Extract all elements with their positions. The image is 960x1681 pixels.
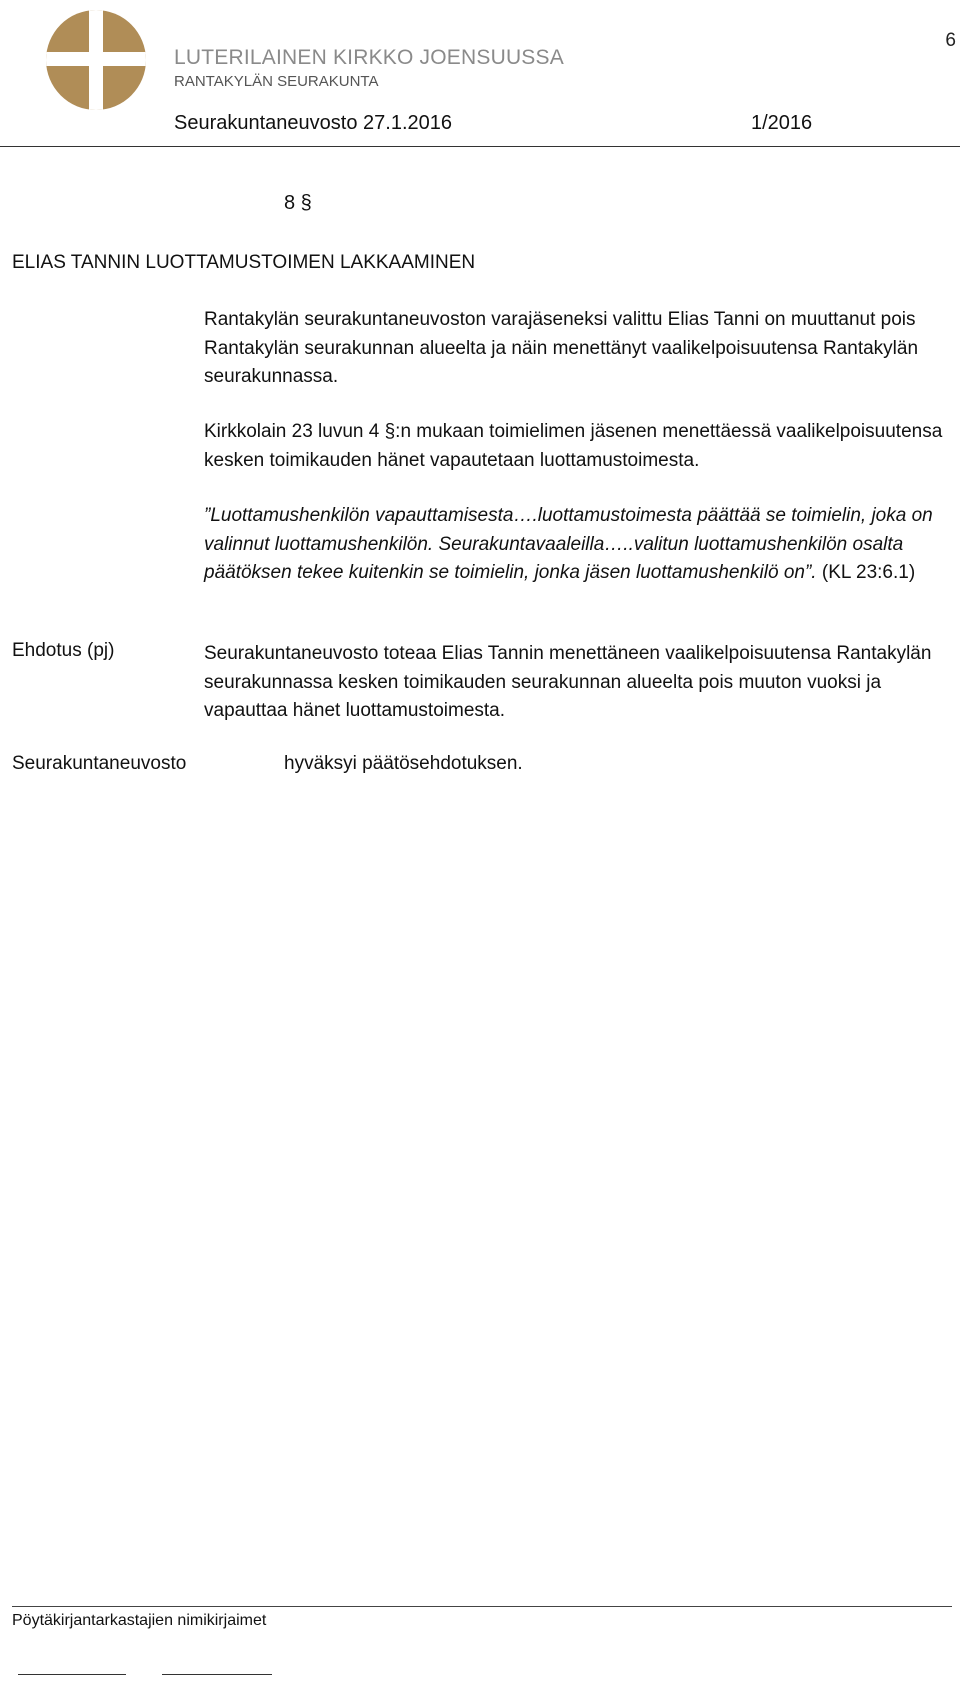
law-quote-text: ”Luottamushenkilön vapauttamisesta….luottamustoimesta päättää se toimielin, joka on valinnut luottamushenkilön. Seurakuntavaaleilla…..valitun luottamushenkilön osalta päätöksen tekee kuitenkin se toimielin, jonka jäsen luottamushenkilö on”.	[204, 505, 933, 583]
matter-title: ELIAS TANNIN LUOTTAMUSTOIMEN LAKKAAMINEN	[12, 252, 476, 273]
cross-emblem-icon	[44, 8, 148, 112]
parish-name: RANTAKYLÄN SEURAKUNTA	[174, 73, 379, 90]
law-quote-reference: (KL 23:6.1)	[816, 562, 916, 583]
header-divider	[0, 146, 960, 147]
footer-initials-label: Pöytäkirjantarkastajien nimikirjaimet	[12, 1612, 267, 1629]
proposal-text: Seurakuntaneuvosto toteaa Elias Tannin menettäneen vaalikelpoisuutensa Rantakylän seurakunnassa kesken toimikauden seurakunnan alueelta pois muuton vuoksi ja vapauttaa hänet luottamustoimesta.	[204, 643, 932, 721]
initials-line-1	[18, 1674, 126, 1675]
meeting-title: Seurakuntaneuvosto 27.1.2016	[174, 112, 452, 134]
proposal-label: Ehdotus (pj)	[12, 640, 115, 661]
footer-divider	[12, 1606, 952, 1607]
section-number: 8 §	[284, 192, 312, 214]
organization-name: LUTERILAINEN KIRKKO JOENSUUSSA	[174, 46, 564, 69]
decision-label: Seurakuntaneuvosto	[12, 753, 187, 774]
decision-text: hyväksyi päätösehdotuksen.	[284, 753, 523, 774]
initials-line-2	[162, 1674, 272, 1675]
meeting-number: 1/2016	[751, 112, 813, 134]
page-number: 6	[945, 30, 956, 51]
law-reference-paragraph: Kirkkolain 23 luvun 4 §:n mukaan toimielimen jäsenen menettäessä vaalikelpoisuutensa kesken toimikauden hänet vapautetaan luottamustoimesta.	[204, 421, 943, 471]
background-paragraph: Rantakylän seurakuntaneuvoston varajäseneksi valittu Elias Tanni on muuttanut pois Rantakylän seurakunnan alueelta ja näin menettänyt vaalikelpoisuutensa Rantakylän seurakunnassa.	[204, 309, 919, 387]
law-quote-paragraph	[204, 502, 954, 588]
